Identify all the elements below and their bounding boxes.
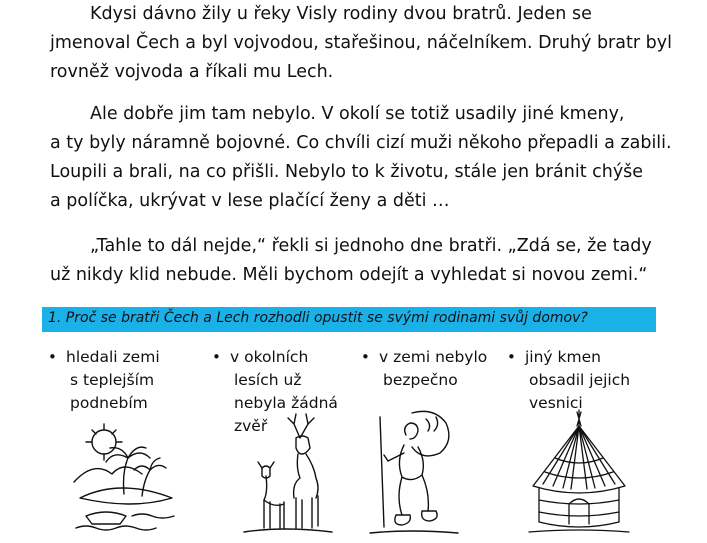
option-line: bezpečno bbox=[383, 371, 458, 389]
story-paragraph-2 bbox=[50, 100, 670, 216]
paragraph-line: Loupili a brali, na co přišli. Nebylo to k životu, stále jen bránit chýše bbox=[50, 162, 644, 182]
option-line: lesích už bbox=[234, 371, 302, 389]
bullet: • bbox=[212, 348, 221, 366]
option-line: v zemi nebylo bbox=[379, 348, 488, 366]
answer-option-3[interactable] bbox=[361, 346, 487, 392]
question-text: 1. Proč se bratři Čech a Lech rozhodli opustit se svými rodinami svůj domov? bbox=[48, 310, 588, 326]
story-paragraph-3 bbox=[50, 232, 670, 290]
deer-icon bbox=[240, 408, 336, 538]
option-line: zvěř bbox=[234, 417, 268, 435]
bullet: • bbox=[361, 348, 370, 366]
answer-option-4[interactable] bbox=[507, 346, 630, 415]
paragraph-line: Kdysi dávno žily u řeky Visly rodiny dvou bratrů. Jeden se bbox=[90, 4, 592, 24]
wanderer-with-sack-icon bbox=[366, 405, 461, 541]
paragraph-line: a políčka, ukrývat v lese plačící ženy a děti … bbox=[50, 191, 450, 211]
option-line: s teplejším bbox=[70, 371, 155, 389]
option-line: jiný kmen bbox=[525, 348, 601, 366]
bullet: • bbox=[507, 348, 516, 366]
paragraph-line: „Tahle to dál nejde,“ řekli si jednoho dne bratři. „Zdá se, že tady bbox=[90, 236, 652, 256]
paragraph-line: rovněž vojvoda a říkali mu Lech. bbox=[50, 62, 334, 82]
answer-option-1[interactable] bbox=[48, 346, 160, 415]
paragraph-line: jmenoval Čech a byl vojvodou, stařešinou, náčelníkem. Druhý bratr byl bbox=[50, 33, 672, 53]
option-line: hledali zemi bbox=[66, 348, 160, 366]
island-palm-icon bbox=[72, 420, 182, 535]
bullet: • bbox=[48, 348, 57, 366]
option-line: podnebím bbox=[70, 394, 148, 412]
option-line: vesnici bbox=[529, 394, 583, 412]
story-paragraph-1 bbox=[50, 0, 670, 87]
thatched-hut-icon bbox=[525, 408, 633, 538]
option-line: nebyla žádná bbox=[234, 394, 338, 412]
paragraph-line: a ty byly náramně bojovné. Co chvíli cizí muži někoho přepadli a zabili. bbox=[50, 133, 672, 153]
option-line: v okolních bbox=[230, 348, 309, 366]
question-bar bbox=[42, 307, 656, 332]
paragraph-line: už nikdy klid nebude. Měli bychom odejít a vyhledat si novou zemi.“ bbox=[50, 265, 648, 285]
paragraph-line: Ale dobře jim tam nebylo. V okolí se totiž usadily jiné kmeny, bbox=[90, 104, 625, 124]
option-line: obsadil jejich bbox=[529, 371, 631, 389]
